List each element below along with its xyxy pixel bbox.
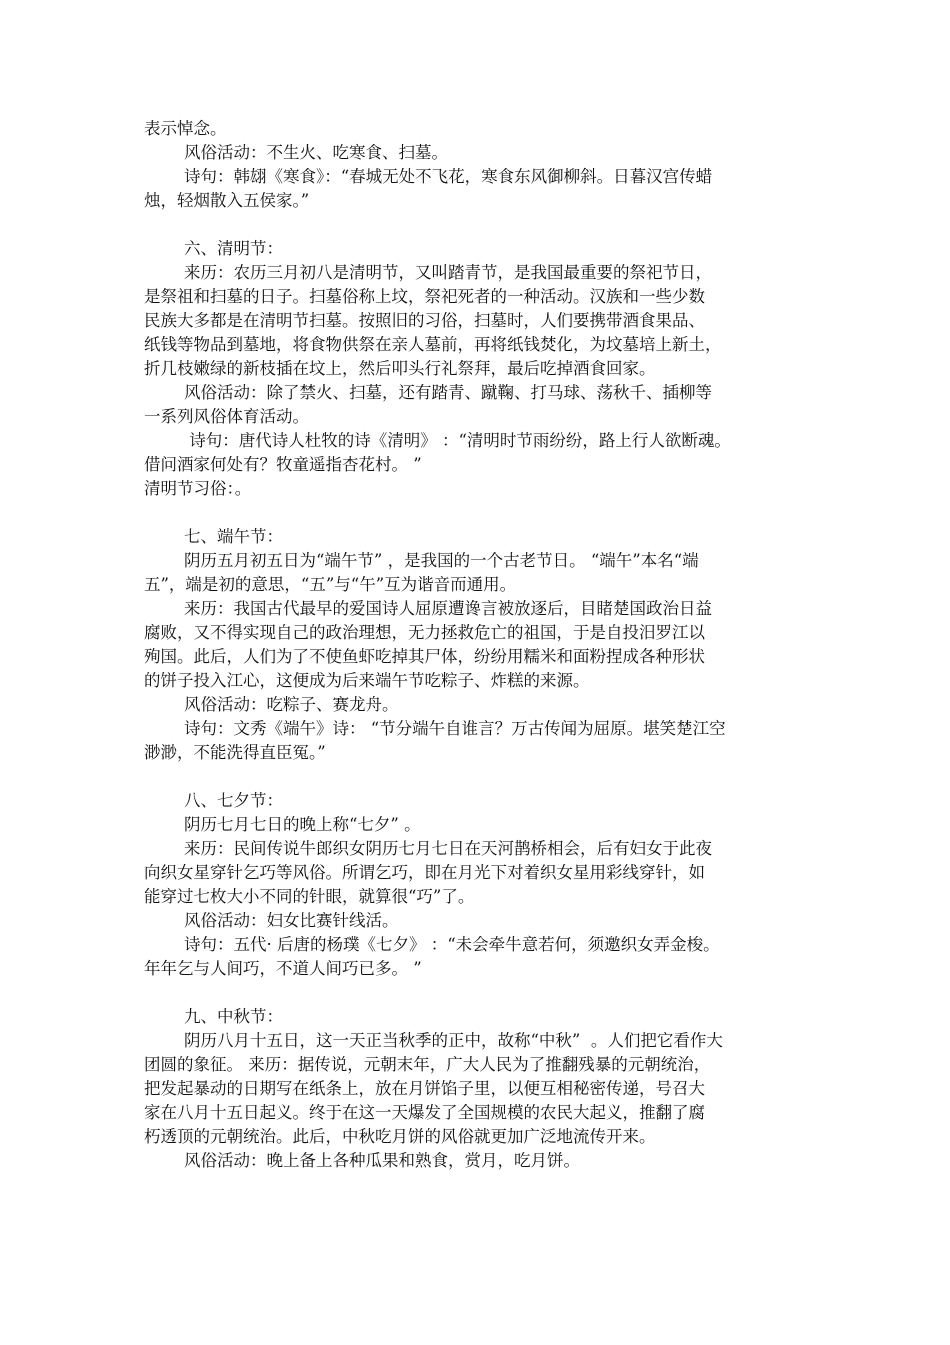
paragraph-line: 阴历五月初五日为“端午节” ，是我国的一个古老节日。 “端午”本名“端 (184, 551, 699, 570)
paragraph-line: 民族大多都是在清明节扫墓。按照旧的习俗，扫墓时，人们要携带酒食果品、 (144, 311, 705, 330)
paragraph-line: 的饼子投入江心，这便成为后来端午节吃粽子、炸糕的来源。 (144, 671, 590, 690)
poem-line: 烛，轻烟散入五侯家。” (144, 191, 310, 210)
section-gap (144, 765, 804, 789)
section-heading-zhongqiu: 九、中秋节： (184, 1007, 283, 1026)
paragraph-line: 表示悼念。 (144, 119, 227, 138)
paragraph-line: 清明节习俗：。 (144, 479, 252, 498)
paragraph-line: 朽透顶的元朝统治。此后，中秋吃月饼的风俗就更加广泛地流传开来。 (144, 1127, 656, 1146)
poem-line: 诗句：韩翃《寒食》：“春城无处不飞花，寒食东风御柳斜。日暮汉宫传蜡 (184, 167, 713, 186)
section-gap (144, 501, 804, 525)
paragraph-line: 能穿过七枚大小不同的针眼，就算很“巧”了。 (144, 887, 475, 906)
custom-activities-line: 风俗活动：除了禁火、扫墓，还有踏青、蹴鞠、打马球、荡秋千、插柳等 (184, 383, 712, 402)
paragraph-line: 家在八月十五日起义。终于在这一天爆发了全国规模的农民大起义，推翻了腐 (144, 1103, 705, 1122)
paragraph-line: 向织女星穿针乞巧等风俗。所谓乞巧，即在月光下对着织女星用彩线穿针，如 (144, 863, 705, 882)
origin-line: 来历：民间传说牛郎织女阴历七月七日在天河鹊桥相会，后有妇女于此夜 (184, 839, 712, 858)
paragraph-line: 五”，端是初的意思，“五”与“午”互为谐音而通用。 (144, 575, 517, 594)
custom-activities-line: 风俗活动：不生火、吃寒食、扫墓。 (184, 143, 448, 162)
paragraph-line: 阴历七月七日的晚上称“七夕” 。 (184, 815, 421, 834)
poem-line: 诗句：五代· 后唐的杨璞《七夕》 ：“未会牵牛意若何，须邀织女弄金梭。 (184, 935, 720, 954)
paragraph-line: 腐败，又不得实现自己的政治理想，无力拯救危亡的祖国，于是自投汨罗江以 (144, 623, 705, 642)
paragraph-line: 折几枝嫩绿的新枝插在坟上，然后叩头行礼祭拜，最后吃掉酒食回家。 (144, 359, 656, 378)
poem-line: 借问酒家何处有？牧童遥指杏花村。 ” (144, 455, 422, 474)
paragraph-line: 是祭祖和扫墓的日子。扫墓俗称上坟，祭祀死者的一种活动。汉族和一些少数 (144, 287, 705, 306)
document-body (144, 117, 804, 1173)
section-gap (144, 981, 804, 1005)
section-heading-qingming: 六、清明节： (184, 239, 283, 258)
poem-line: 诗句：唐代诗人杜牧的诗《清明》 ：“清明时节雨纷纷，路上行人欲断魂。 (184, 431, 731, 450)
section-heading-duanwu: 七、端午节： (184, 527, 283, 546)
paragraph-line: 殉国。此后，人们为了不使鱼虾吃掉其尸体，纷纷用糯米和面粉捏成各种形状 (144, 647, 705, 666)
paragraph-line: 阴历八月十五日，这一天正当秋季的正中，故称“中秋” 。人们把它看作大 (184, 1031, 723, 1050)
custom-activities-line: 风俗活动：吃粽子、赛龙舟。 (184, 695, 399, 714)
section-gap (144, 213, 804, 237)
origin-line: 来历：农历三月初八是清明节，又叫踏青节，是我国最重要的祭祀节日， (184, 263, 712, 282)
origin-line: 来历：我国古代最早的爱国诗人屈原遭谗言被放逐后，目睹楚国政治日益 (184, 599, 712, 618)
custom-activities-line: 风俗活动：妇女比赛针线活。 (184, 911, 399, 930)
origin-line: 团圆的象征。 来历：据传说，元朝末年，广大人民为了推翻残暴的元朝统治， (144, 1055, 711, 1074)
paragraph-line: 把发起暴动的日期写在纸条上，放在月饼馅子里，以便互相秘密传递，号召大 (144, 1079, 705, 1098)
poem-line: 诗句：文秀《端午》诗： “节分端午自谁言？万古传闻为屈原。堪笑楚江空 (184, 719, 726, 738)
poem-line: 渺渺，不能洗得直臣冤。” (144, 743, 326, 762)
paragraph-line: 一系列风俗体育活动。 (144, 407, 309, 426)
paragraph-line: 纸钱等物品到墓地，将食物供祭在亲人墓前，再将纸钱焚化，为坟墓培上新土， (144, 335, 722, 354)
custom-activities-line: 风俗活动：晚上备上各种瓜果和熟食，赏月，吃月饼。 (184, 1151, 580, 1170)
section-heading-qixi: 八、七夕节： (184, 791, 283, 810)
poem-line: 年年乞与人间巧，不道人间巧已多。 ” (144, 959, 422, 978)
